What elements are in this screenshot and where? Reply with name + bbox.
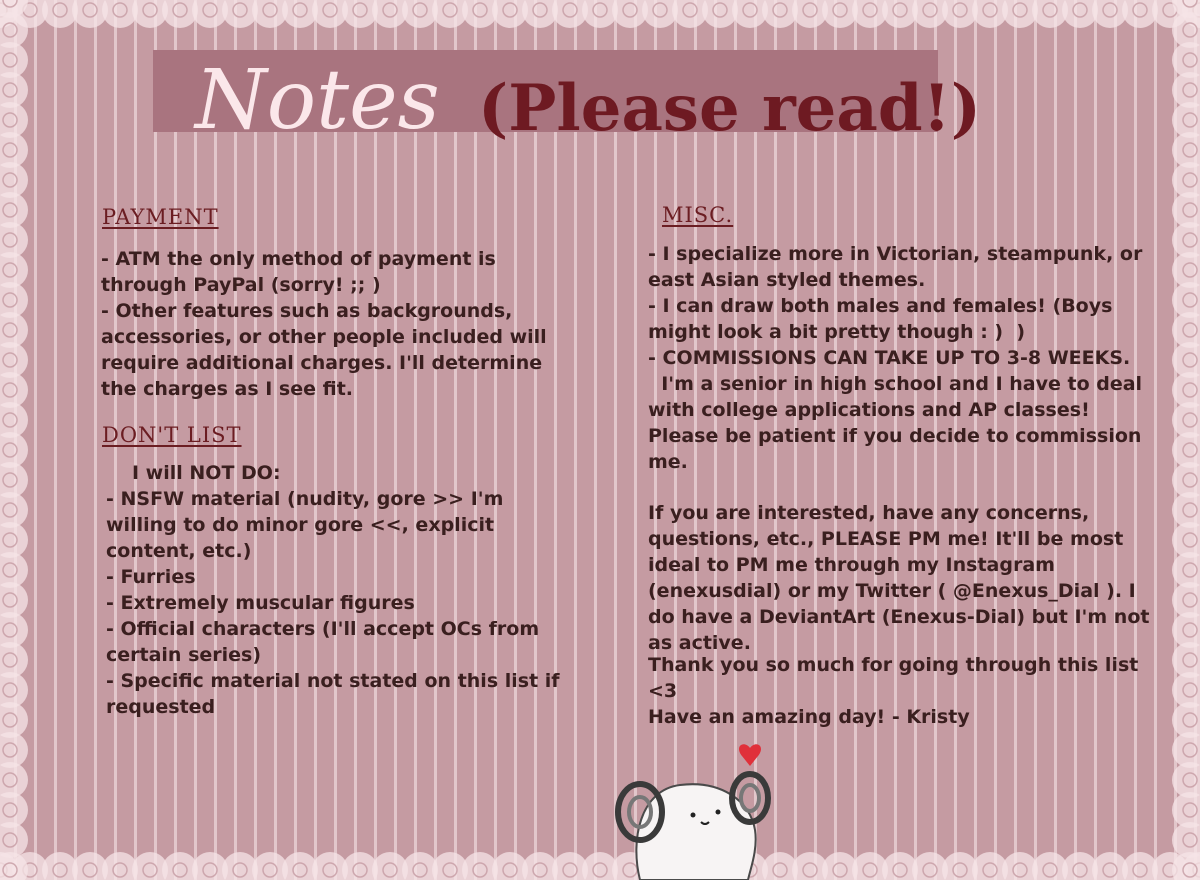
lace-scallop <box>852 852 888 880</box>
lace-hole <box>1183 413 1197 427</box>
lace-scallop <box>1172 522 1200 558</box>
lace-hole <box>3 593 17 607</box>
lace-scallop <box>552 852 588 880</box>
lace-scallop <box>1172 552 1200 588</box>
lace-hole <box>1183 383 1197 397</box>
lace-scallop <box>822 852 858 880</box>
title-sub: (Please read!) <box>478 71 981 146</box>
lace-hole <box>1183 713 1197 727</box>
lace-scallop <box>912 852 948 880</box>
lace-scallop <box>72 852 108 880</box>
lace-scallop <box>192 852 228 880</box>
misc-heading: MISC. <box>662 203 734 227</box>
lace-hole <box>3 263 17 277</box>
lace-scallop <box>0 672 28 708</box>
lace-hole <box>1183 623 1197 637</box>
lace-hole <box>3 443 17 457</box>
lace-hole <box>833 863 847 877</box>
lace-scallop <box>0 342 28 378</box>
lace-scallop <box>0 432 28 468</box>
lace-hole <box>3 743 17 757</box>
misc-item: - I can draw both males and females! (Boys might look a bit pretty though : ) ) <box>648 295 1120 343</box>
lace-hole <box>3 353 17 367</box>
lace-hole <box>1183 803 1197 817</box>
lace-scallop <box>0 312 28 348</box>
lace-scallop <box>882 852 918 880</box>
lace-scallop <box>1172 492 1200 528</box>
lace-hole <box>563 863 577 877</box>
lace-hole <box>3 323 17 337</box>
sheep-mascot-illustration <box>600 730 780 880</box>
lace-hole <box>503 863 517 877</box>
lace-scallop <box>1172 252 1200 288</box>
lace-scallop <box>1172 642 1200 678</box>
lace-hole <box>173 863 187 877</box>
lace-hole <box>413 863 427 877</box>
lace-hole <box>1193 863 1200 877</box>
lace-scallop <box>432 852 468 880</box>
lace-hole <box>3 293 17 307</box>
left-eye <box>691 813 696 818</box>
misc-item: - I specialize more in Victorian, steampunk, or east Asian styled themes. <box>648 243 1149 291</box>
lace-hole <box>1183 593 1197 607</box>
lace-scallop <box>0 732 28 768</box>
contact-section <box>648 500 1168 656</box>
dont-list-item: - Official characters (I'll accept OCs from certain series) <box>106 618 546 666</box>
lace-hole <box>1183 533 1197 547</box>
lace-scallop <box>0 552 28 588</box>
lace-hole <box>1183 323 1197 337</box>
lace-hole <box>353 863 367 877</box>
lace-scallop <box>1092 852 1128 880</box>
lace-scallop <box>1172 792 1200 828</box>
lace-scallop <box>942 852 978 880</box>
lace-scallop <box>162 852 198 880</box>
lace-hole <box>1103 863 1117 877</box>
misc-item: I'm a senior in high school and I have to deal with college applications and AP classes! Please be patient if you decide to commission me. <box>648 373 1149 473</box>
dont-list-item: - Extremely muscular figures <box>106 592 415 614</box>
lace-hole <box>1183 353 1197 367</box>
lace-hole <box>1183 833 1197 847</box>
lace-scallop <box>0 282 28 318</box>
lace-hole <box>3 383 17 397</box>
closing-section <box>648 652 1168 730</box>
lace-scallop <box>0 762 28 798</box>
lace-hole <box>1043 863 1057 877</box>
lace-hole <box>863 863 877 877</box>
lace-scallop <box>132 852 168 880</box>
contact-text: If you are interested, have any concerns, questions, etc., PLEASE PM me! It'll be most ideal to PM me through my Instagram (enexusdial) or my Twitter ( @Enexus_Dial ). I do have a DeviantArt (Enexus-Dial) but I'm not as active. <box>648 502 1150 654</box>
dont-list-item: - NSFW material (nudity, gore >> I'm willing to do minor gore <<, explicit content, etc.) <box>106 488 511 562</box>
lace-hole <box>293 863 307 877</box>
lace-scallop <box>1152 852 1188 880</box>
lace-scallop <box>282 852 318 880</box>
lace-scallop <box>1172 312 1200 348</box>
lace-scallop <box>0 192 28 228</box>
lace-hole <box>803 863 817 877</box>
lace-hole <box>3 863 17 877</box>
lace-scallop <box>312 852 348 880</box>
lace-hole <box>1183 233 1197 247</box>
lace-hole <box>3 503 17 517</box>
lace-hole <box>3 833 17 847</box>
lace-hole <box>1183 773 1197 787</box>
lace-scallop <box>0 252 28 288</box>
lace-scallop <box>0 822 28 858</box>
lace-scallop <box>1172 342 1200 378</box>
lace-scallop <box>1062 852 1098 880</box>
lace-scallop <box>1172 762 1200 798</box>
dont-list-section <box>106 460 568 720</box>
lace-hole <box>0 863 7 877</box>
lace-hole <box>1183 653 1197 667</box>
lace-hole <box>1183 203 1197 217</box>
lace-scallop <box>492 852 528 880</box>
title-main: Notes <box>195 53 440 148</box>
lace-scallop <box>0 792 28 828</box>
lace-scallop <box>0 612 28 648</box>
lace-scallop <box>1172 192 1200 228</box>
lace-scallop <box>1172 222 1200 258</box>
lace-scallop <box>0 222 28 258</box>
closing-line: Have an amazing day! - Kristy <box>648 706 970 728</box>
lace-scallop <box>0 462 28 498</box>
lace-hole <box>113 863 127 877</box>
lace-scallop <box>252 852 288 880</box>
lace-hole <box>3 473 17 487</box>
lace-scallop <box>1182 852 1200 880</box>
lace-scallop <box>792 852 828 880</box>
lace-scallop <box>1002 852 1038 880</box>
misc-section <box>648 241 1163 475</box>
lace-hole <box>23 863 37 877</box>
lace-hole <box>83 863 97 877</box>
lace-scallop <box>1172 732 1200 768</box>
title-artwork <box>0 0 1200 180</box>
lace-scallop <box>1172 612 1200 648</box>
lace-hole <box>1133 863 1147 877</box>
lace-scallop <box>1172 282 1200 318</box>
lace-hole <box>383 863 397 877</box>
dont-list-heading: DON'T LIST <box>102 423 242 447</box>
lace-scallop <box>1172 432 1200 468</box>
payment-item: - Other features such as backgrounds, accessories, or other people included will require additional charges. I'll determine the charges as I see fit. <box>101 300 554 400</box>
lace-hole <box>953 863 967 877</box>
lace-scallop <box>1032 852 1068 880</box>
lace-scallop <box>1172 582 1200 618</box>
lace-hole <box>3 803 17 817</box>
lace-scallop <box>522 852 558 880</box>
heart-icon <box>739 744 761 766</box>
lace-hole <box>923 863 937 877</box>
lace-hole <box>1183 503 1197 517</box>
payment-section <box>101 246 571 402</box>
lace-scallop <box>222 852 258 880</box>
right-eye <box>716 810 721 815</box>
lace-hole <box>3 233 17 247</box>
lace-hole <box>53 863 67 877</box>
lace-scallop <box>342 852 378 880</box>
lace-scallop <box>0 522 28 558</box>
lace-hole <box>1183 293 1197 307</box>
lace-scallop <box>1172 822 1200 858</box>
lace-hole <box>3 563 17 577</box>
lace-scallop <box>1172 702 1200 738</box>
lace-hole <box>3 773 17 787</box>
lace-hole <box>893 863 907 877</box>
lace-hole <box>1183 743 1197 757</box>
lace-scallop <box>972 852 1008 880</box>
lace-hole <box>233 863 247 877</box>
lace-scallop <box>42 852 78 880</box>
lace-scallop <box>1172 462 1200 498</box>
lace-scallop <box>1172 852 1200 880</box>
lace-scallop <box>0 642 28 678</box>
lace-scallop <box>102 852 138 880</box>
lace-hole <box>1073 863 1087 877</box>
lace-scallop <box>0 402 28 438</box>
lace-hole <box>473 863 487 877</box>
lace-scallop <box>462 852 498 880</box>
lace-scallop <box>402 852 438 880</box>
lace-hole <box>1013 863 1027 877</box>
lace-scallop <box>372 852 408 880</box>
lace-scallop <box>1172 372 1200 408</box>
lace-hole <box>1183 863 1197 877</box>
lace-hole <box>983 863 997 877</box>
lace-hole <box>3 683 17 697</box>
lace-scallop <box>0 492 28 528</box>
lace-scallop <box>0 582 28 618</box>
lace-hole <box>3 203 17 217</box>
lace-scallop <box>1172 672 1200 708</box>
lace-hole <box>3 653 17 667</box>
dont-list-intro: I will NOT DO: <box>132 462 281 484</box>
lace-hole <box>443 863 457 877</box>
lace-hole <box>203 863 217 877</box>
dont-list-item: - Specific material not stated on this list if requested <box>106 670 567 718</box>
misc-item: - COMMISSIONS CAN TAKE UP TO 3-8 WEEKS. <box>648 347 1131 369</box>
lace-hole <box>3 623 17 637</box>
lace-hole <box>3 713 17 727</box>
lace-hole <box>143 863 157 877</box>
lace-hole <box>1183 683 1197 697</box>
right-horn-inner <box>741 785 759 811</box>
lace-scallop <box>0 702 28 738</box>
lace-scallop <box>12 852 48 880</box>
lace-hole <box>3 413 17 427</box>
lace-hole <box>1183 263 1197 277</box>
closing-line: Thank you so much for going through this list <3 <box>648 654 1139 702</box>
payment-heading: PAYMENT <box>102 205 219 229</box>
lace-hole <box>3 533 17 547</box>
dont-list-item: - Furries <box>106 566 196 588</box>
payment-item: - ATM the only method of payment is through PayPal (sorry! ;; ) <box>101 248 503 296</box>
lace-hole <box>263 863 277 877</box>
lace-hole <box>1183 473 1197 487</box>
lace-scallop <box>1122 852 1158 880</box>
lace-scallop <box>0 852 18 880</box>
lace-scallop <box>0 852 28 880</box>
lace-hole <box>1183 563 1197 577</box>
lace-hole <box>533 863 547 877</box>
lace-hole <box>1163 863 1177 877</box>
lace-hole <box>323 863 337 877</box>
lace-hole <box>1183 443 1197 457</box>
lace-scallop <box>1172 402 1200 438</box>
lace-scallop <box>0 372 28 408</box>
